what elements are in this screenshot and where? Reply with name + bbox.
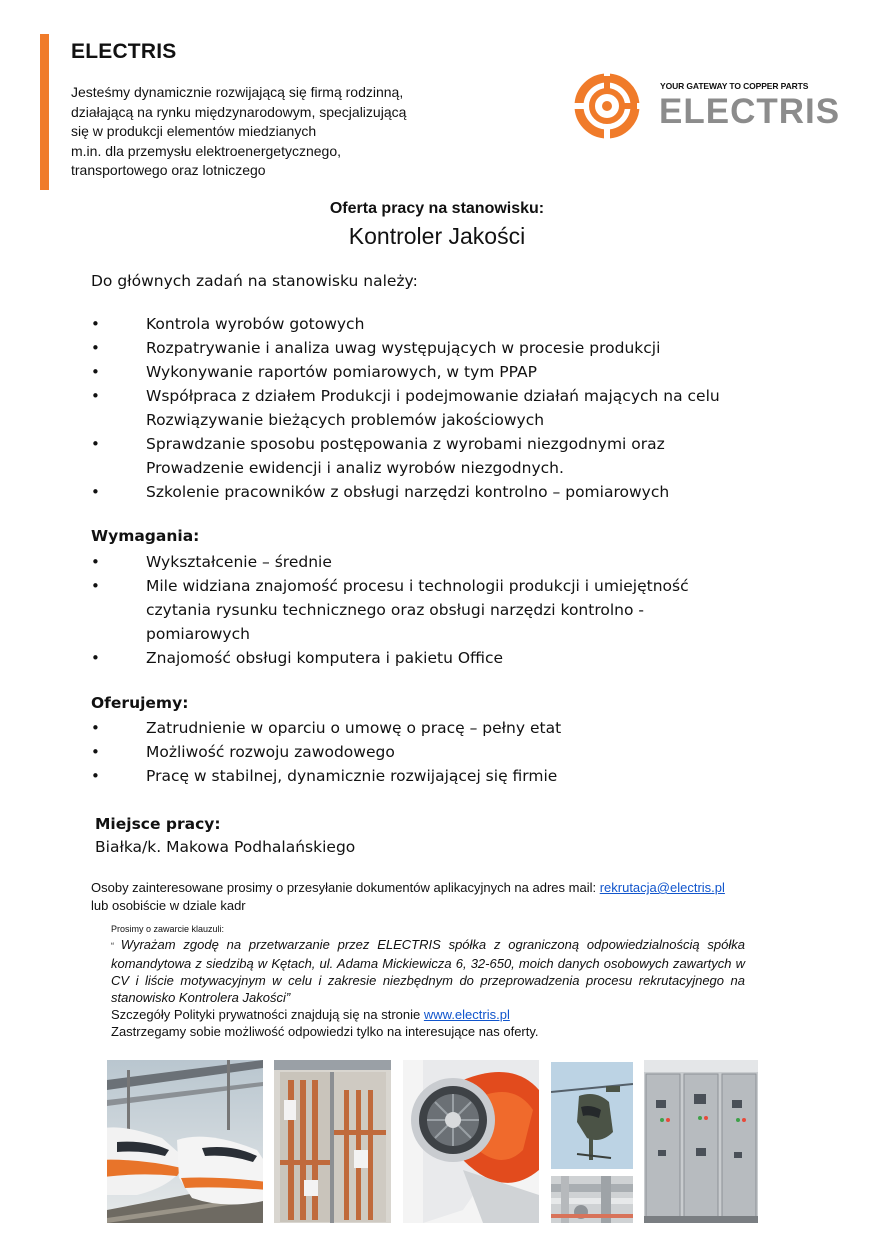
bullet: • — [91, 719, 100, 737]
privacy-note: Szczegóły Polityki prywatności znajdują się na stronie www.electris.pl — [111, 1007, 510, 1022]
list-item: • Rozpatrywanie i analiza uwag występujących w procesie produkcji — [91, 336, 791, 360]
offer-title: Kontroler Jakości — [348, 223, 526, 249]
list-item: • Kontrola wyrobów gotowych — [91, 312, 791, 336]
benefits-list — [91, 716, 791, 788]
list-item: • Szkolenie pracowników z obsługi narzędzi kontrolno – pomiarowych — [91, 480, 791, 504]
list-item: • Współpraca z działem Produkcji i podejmowanie działań mających na celu Rozwiązywanie bieżących problemów jakościowych — [91, 384, 791, 432]
bullet: • — [91, 649, 100, 667]
bullet: • — [91, 553, 100, 571]
intro-line: Jesteśmy dynamicznie rozwijającą się firmą rodzinną, — [71, 84, 404, 100]
copper-ring-logo-icon — [573, 72, 641, 140]
bullet: • — [91, 577, 100, 595]
workplace-value: Białka/k. Makowa Podhalańskiego — [95, 838, 356, 856]
list-item: • Wykształcenie – średnie — [91, 550, 791, 574]
switchgear-cabinet-photo — [644, 1060, 758, 1223]
intro-line: się w produkcji elementów miedzianych — [71, 123, 317, 139]
bullet: • — [91, 435, 100, 453]
bullet: • — [91, 315, 100, 333]
email-link[interactable]: rekrutacja@electris.pl — [599, 880, 725, 895]
accent-bar — [40, 34, 49, 190]
company-name: ELECTRIS — [71, 40, 177, 63]
jet-engine-photo — [403, 1060, 539, 1223]
requirements-list — [91, 550, 791, 670]
offer-subtitle: Oferta pracy na stanowisku: — [329, 200, 545, 217]
bullet: • — [91, 483, 100, 501]
intro-line: działającą na rynku międzynarodowym, specjalizującą — [71, 103, 407, 120]
list-item: • Mile widziana znajomość procesu i technologii produkcji i umiejętność czytania rysunku technicznego oraz obsługi narzędzi kontrolno - pomiarowych — [91, 574, 791, 646]
list-item: • Sprawdzanie sposobu postępowania z wyrobami niezgodnymi oraz Prowadzenie ewidencji i analiz wyrobów niezgodnych. — [91, 432, 791, 480]
intro-line: m.in. dla przemysłu elektroenergetycznego, — [71, 142, 342, 159]
list-item: • Możliwość rozwoju zawodowego — [91, 740, 791, 764]
reserve-note: Zastrzegamy sobie możliwość odpowiedzi tylko na interesujące nas oferty. — [111, 1024, 539, 1039]
logo-tagline: YOUR GATEWAY TO COPPER PARTS — [660, 81, 809, 91]
high-speed-trains-photo — [107, 1060, 263, 1223]
website-link[interactable]: www.electris.pl — [423, 1007, 510, 1022]
duties-list — [91, 312, 791, 504]
list-item: • Znajomość obsługi komputera i pakietu Office — [91, 646, 791, 670]
consent-clause — [111, 923, 745, 1040]
bullet: • — [91, 743, 100, 761]
intro-line: transportowego oraz lotniczego — [71, 162, 266, 178]
bullet: • — [91, 363, 100, 381]
benefits-heading: Oferujemy: — [91, 694, 189, 712]
company-intro — [71, 83, 491, 181]
clause-intro: Prosimy o zawarcie klauzuli: — [111, 924, 225, 934]
bullet: • — [91, 339, 100, 357]
industrial-piping-photo — [551, 1176, 633, 1223]
requirements-heading: Wymagania: — [91, 527, 200, 545]
military-helicopter-photo — [551, 1062, 633, 1169]
copper-busbar-cabinet-photo — [274, 1060, 391, 1223]
clause-quote: “ Wyrażam zgodę na przetwarzanie przez ELECTRIS spółka z ograniczoną odpowiedzialnością spółka komandytowa z siedzibą w Kętach, ul. Adama Mickiewicza 6, 32-650, moich danych osobowych zawartych w CV i liście motywacyjnym w celu i zakresie niezbędnym do przeprowadzenia procesu rekrutacyjnego na stanowisko Kontrolera Jakości” — [111, 937, 746, 1005]
list-item: • Wykonywanie raportów pomiarowych, w tym PPAP — [91, 360, 791, 384]
duties-lead: Do głównych zadań na stanowisku należy: — [91, 272, 418, 290]
application-info: Osoby zainteresowane prosimy o przesyłanie dokumentów aplikacyjnych na adres mail: rekrutacja@electris.pl lub osobiście w dziale kadr — [91, 880, 725, 913]
workplace-heading: Miejsce pracy: — [95, 815, 221, 833]
bullet: • — [91, 767, 100, 785]
list-item: • Zatrudnienie w oparciu o umowę o pracę – pełny etat — [91, 716, 791, 740]
bullet: • — [91, 387, 100, 405]
logo-wordmark: ELECTRIS — [659, 92, 841, 131]
list-item: • Pracę w stabilnej, dynamicznie rozwijającej się firmie — [91, 764, 791, 788]
